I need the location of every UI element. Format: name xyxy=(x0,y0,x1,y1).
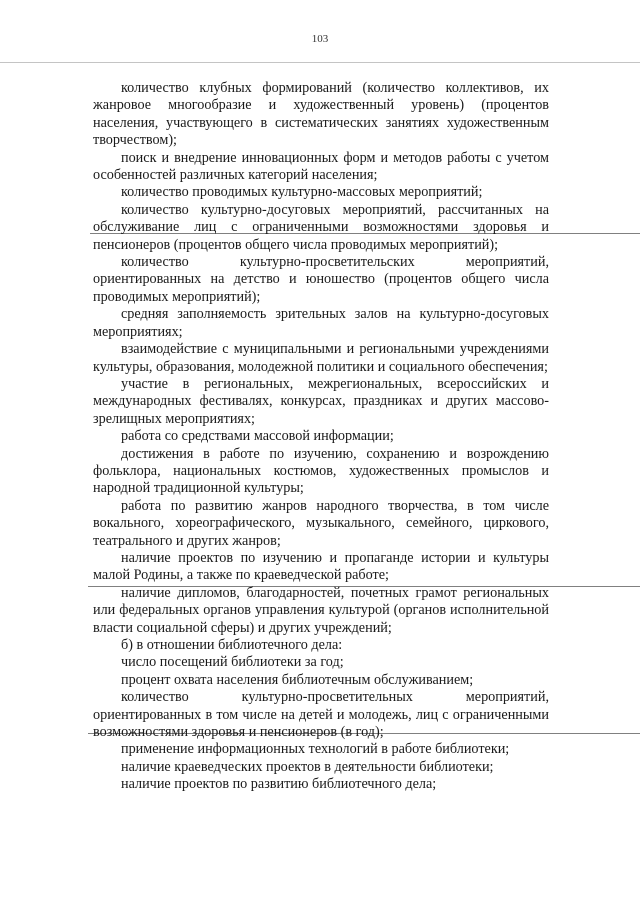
paragraph: наличие проектов по изучению и пропаганде истории и культуры малой Родины, а также по краеведческой работе; xyxy=(93,549,549,584)
paragraph: количество культурно-просветительских мероприятий, ориентированных на детство и юношество (процентов общего числа проводимых мероприятий); xyxy=(93,254,549,305)
document-body xyxy=(93,80,549,794)
paragraph: участие в региональных, межрегиональных, всероссийских и международных фестивалях, конкурсах, праздниках и других массово-зрелищных мероприятиях; xyxy=(93,375,549,427)
paragraph: применение информационных технологий в работе библиотеки; xyxy=(121,741,510,758)
paragraph: количество культурно-просветительных мероприятий, ориентированных в том числе на детей и молодежь, лиц с ограниченными возможностями здоровья и пенсионеров (в год); xyxy=(93,689,549,741)
paragraph: взаимодействие с муниципальными и региональными учреждениями культуры, образования, молодежной политики и социального обеспечения; xyxy=(93,341,549,375)
paragraph: наличие дипломов, благодарностей, почетных грамот региональных или федеральных органов управления культурой (органов исполнительной власти социальной сферы) и других учреждений; xyxy=(93,584,549,636)
scan-line-top xyxy=(0,62,640,63)
paragraph: средняя заполняемость зрительных залов на культурно-досуговых мероприятиях; xyxy=(93,306,549,340)
paragraph: количество культурно-досуговых мероприятий, рассчитанных на обслуживание лиц с ограниченными возможностями здоровья и пенсионеров (процентов общего числа проводимых мероприятий); xyxy=(93,201,549,253)
paragraph: процент охвата населения библиотечным обслуживанием; xyxy=(121,671,474,688)
paragraph: количество проводимых культурно-массовых мероприятий; xyxy=(121,184,483,201)
paragraph: работа по развитию жанров народного творчества, в том числе вокального, хореографического, музыкального, семейного, циркового, театрального и других жанров; xyxy=(93,497,549,549)
paragraph: количество клубных формирований (количество коллективов, их жанровое многообразие и художественный уровень) (процентов населения, участвующего в систематических занятиях художественным творчеством); xyxy=(93,80,549,149)
page-number: 103 xyxy=(311,33,329,45)
paragraph: поиск и внедрение инновационных форм и методов работы с учетом особенностей различных категорий населения; xyxy=(93,149,549,184)
paragraph: наличие краеведческих проектов в деятельности библиотеки; xyxy=(121,758,494,775)
paragraph: наличие проектов по развитию библиотечного дела; xyxy=(121,776,437,793)
paragraph: число посещений библиотеки за год; xyxy=(121,654,344,671)
paragraph: работа со средствами массовой информации; xyxy=(121,428,394,445)
section-heading: б) в отношении библиотечного дела: xyxy=(121,637,343,653)
paragraph: достижения в работе по изучению, сохранению и возрождению фольклора, национальных костюмов, художественных промыслов и народной традиционной культуры; xyxy=(93,445,549,497)
